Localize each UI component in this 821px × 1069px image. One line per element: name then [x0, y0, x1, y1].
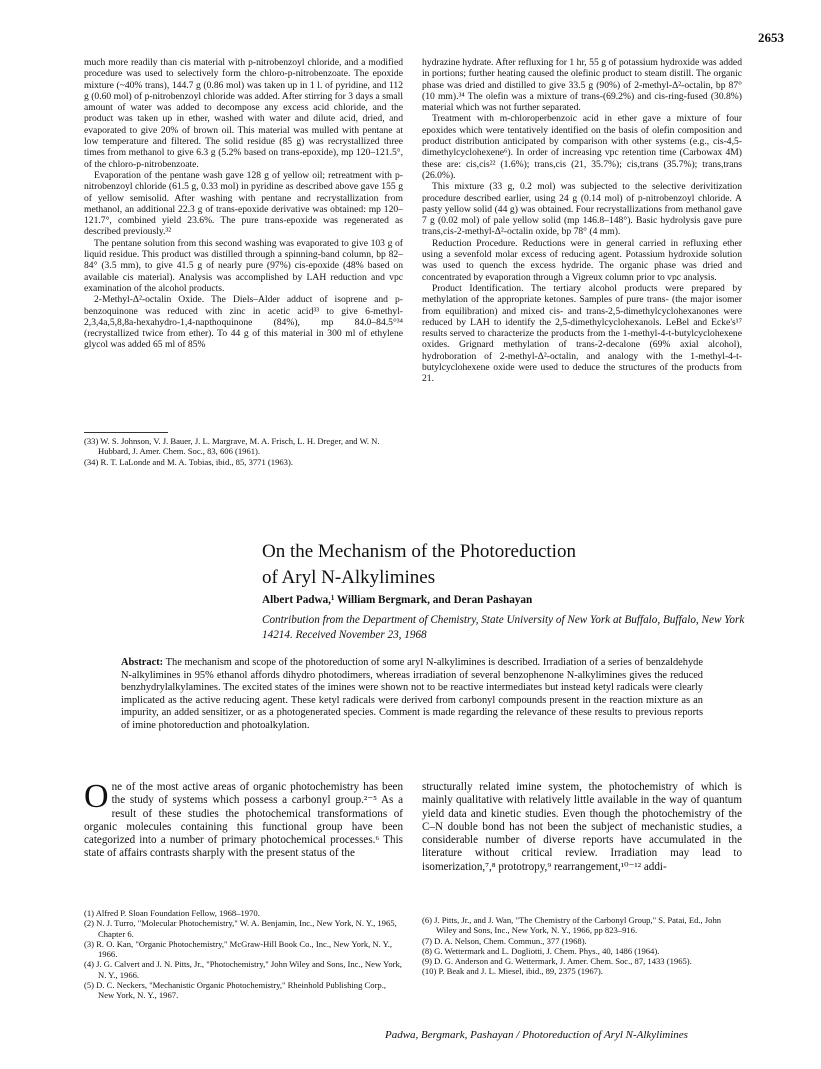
abstract — [121, 657, 703, 733]
reference: (9) D. G. Anderson and G. Wettermark, J. Amer. Chem. Soc., 87, 1433 (1965). — [422, 956, 692, 967]
abstract-label: Abstract: — [121, 657, 164, 668]
running-footer: Padwa, Bergmark, Pashayan / Photoreduction of Aryl N-Alkylimines — [385, 1029, 688, 1041]
experimental-right-column — [422, 57, 742, 385]
intro-right-column — [422, 781, 742, 874]
reference: (8) G. Wettermark and L. Dogliotti, J. Chem. Phys., 40, 1486 (1964). — [422, 945, 660, 956]
reference: (5) D. C. Neckers, "Mechanistic Organic Photochemistry," Rheinhold Publishing Corp., New York, N. Y., 1967. — [84, 980, 387, 1001]
reference: (7) D. A. Nelson, Chem. Commun., 377 (1968). — [422, 935, 587, 946]
intro-left-column — [84, 778, 403, 861]
reference: (2) N. J. Turro, "Molecular Photochemistry," W. A. Benjamin, Inc., New York, N. Y., 1965, Chapter 6. — [84, 918, 397, 939]
reference: (10) P. Beak and J. L. Miesel, ibid., 89, 2375 (1967). — [422, 966, 603, 977]
experimental-left-column — [84, 57, 403, 351]
intro-text: structurally related imine system, the photochemistry of which is mainly qualitative with relatively little available in the way of quantum yield data and kinetic studies. Even though the photochemistry of the C–N double bond has not been the subject of mechanistic studies, a considerable number of diverse reports have accumulated in the literature without critical review. Irradiation may lead to isomerization,⁷,⁸ prototropy,⁹ rearrangement,¹⁰⁻¹² addi- — [422, 781, 742, 873]
paragraph: Reduction Procedure. Reductions were in general carried in refluxing ether using a sevenfold molar excess of reducing agent. Potassium hydroxide solution was used to quench the excess hydride. The organic phase was dried and concentrated by evaporation through a Vigreux column prior to vpc analysis. — [422, 237, 742, 283]
paragraph: Evaporation of the pentane wash gave 128 g of yellow oil; retreatment with p-nitrobenzoyl chloride (61.5 g, 0.33 mol) in pyridine as described above gave 155 g of yellow semisolid. After washing with pentane and recrystallization from methanol, an additional 22.3 g of trans-epoxide derivative was obtained: mp 120–121.7°, combined yield 23.6%. The pure trans-epoxide was regenerated as described previously.³² — [84, 169, 403, 238]
page-number: 2653 — [758, 30, 784, 45]
footnote: (34) R. T. LaLonde and M. A. Tobias, ibid., 85, 3771 (1963). — [84, 456, 293, 467]
reference: (1) Alfred P. Sloan Foundation Fellow, 1968–1970. — [84, 908, 260, 918]
reference: (6) J. Pitts, Jr., and J. Wan, "The Chemistry of the Carbonyl Group," S. Patai, Ed., John Wiley and Sons, Inc., New York, N. Y., 1966, pp 823–916. — [422, 915, 722, 936]
paragraph: This mixture (33 g, 0.2 mol) was subjected to the selective derivitization procedure described earlier, using 24 g (0.14 mol) of p-nitrobenzoyl chloride. A pasty yellow solid (44 g) was obtained. Four recrystallizations from methanol gave 7 g (0.02 mol) of pale yellow solid (mp 146.8–148°). Basic hydrolysis gave pure trans,cis-2-methyl-Δ²-octalin oxide, bp 78° (4 mm). — [422, 181, 742, 238]
drop-cap: O — [84, 778, 109, 815]
title-line: On the Mechanism of the Photoreduction — [262, 541, 576, 562]
affiliation: Contribution from the Department of Chemistry, State University of New York at Buffalo, Buffalo, New York 14214. Received November 23, 1968 — [262, 614, 745, 641]
intro-text: ne of the most active areas of organic photochemistry has been the study of systems which possess a carbonyl group.²⁻⁵ As a result of these studies the photochemical transformations of organic molecules containing this functional group have been categorized into a number of primary photochemical processes.⁶ This state of affairs contrasts sharply with the present status of the — [84, 781, 403, 860]
paragraph: The pentane solution from this second washing was evaporated to give 103 g of liquid residue. This product was distilled through a spinning-band column, bp 82–84° (3.5 mm), to give 41.5 g of nearly pure (97%) cis-epoxide (48% based on available cis material). Analysis was accomplished by LAH reduction and vpc examination of the alcohol products. — [84, 237, 403, 294]
footnote: (33) W. S. Johnson, V. J. Bauer, J. L. Margrave, M. A. Frisch, L. H. Dreger, and W. N. Hubbard, J. Amer. Chem. Soc., 83, 606 (1961). — [84, 436, 380, 457]
title-line: of Aryl N-Alkylimines — [262, 567, 436, 588]
paragraph: Product Identification. The tertiary alcohol products were prepared by methylation of the appropriate ketones. Samples of pure trans- (the major isomer from equilibration) and mixed cis- and trans-2,5-dimethylcyclohexanones were reduced by LAH to identify the 2,5-dimethylcyclohexanols. LeBel and Ecke's¹⁷ results served to characterize the products from the 1-methyl-4-t-butylcyclohexene oxides. Grignard methylation of trans-2-decalone (69% axial alcohol), hydroboration of 2-methyl-Δ²-octalin, and analogy with the 1-methyl-4-t-butylcyclohexene oxide were used to deduce the structures of the products from 21. — [422, 282, 742, 385]
paragraph: 2-Methyl-Δ²-octalin Oxide. The Diels–Alder adduct of isoprene and p-benzoquinone was reduced with zinc in acetic acid³³ to give 6-methyl-2,3,4a,5,8,8a-hexahydro-1,4-napthoquinone (84%), mp 84.0–84.5°³⁴ (recrystallized twice from ether). To 44 g of this material in 300 ml of ethylene glycol was added 65 ml of 85% — [84, 294, 403, 351]
paragraph: Treatment with m-chloroperbenzoic acid in ether gave a mixture of four epoxides which were tentatively identified on the basis of olefin composition and product distribution anticipated by comparison with other systems (e.g., cis-4,5-dimethylcyclohexene⁶). In order of increasing vpc retention time (Carbowax 4M) these are: cis,cis²² (1.6%); trans,cis (21, 35.7%); cis,trans (35.7%); trans,trans (26.0%). — [422, 113, 742, 181]
footnote-rule — [84, 432, 168, 433]
reference: (3) R. O. Kan, "Organic Photochemistry," McGraw-Hill Book Co., Inc., New York, N. Y., 1966. — [84, 938, 393, 960]
paragraph: much more readily than cis material with p-nitrobenzoyl chloride, and a modified procedure was used to selectively form the chloro-p-nitrobenzoate. The epoxide mixture (~40% trans), 144.7 g (0.86 mol) was taken up in 1 l. of pyridine, and 112 g (0.60 mol) of p-nitrobenzoyl chloride was added. After stirring for 3 days a small amount of water was added to decompose any excess acid chloride, and the product was taken up in ether, washed with water and dilute acid, dried, and evaporated to give 20% of brown oil. This material was mulled with pentane at low temperature and filtered. The solid residue (85 g) was recrystallized three times from methanol to give 6.3 g (5.2% based on trans-epoxide), mp 120–121.5°, of the chloro-p-nitrobenzoate. — [84, 57, 403, 170]
authors: Albert Padwa,¹ William Bergmark, and Deran Pashayan — [262, 594, 533, 606]
article-title — [262, 539, 576, 591]
paragraph: hydrazine hydrate. After refluxing for 1 hr, 55 g of potassium hydroxide was added in portions; further heating caused the olefinic product to steam distill. The organic phase was dried and distilled to give 33.5 g (90%) of 2-methyl-Δ²-octalin, bp 87° (10 mm).³⁴ The olefin was a mixture of trans-(69.2%) and cis-ring-fused (30.8%) material which was not further separated. — [422, 57, 742, 114]
references-right — [422, 915, 742, 977]
abstract-text: The mechanism and scope of the photoreduction of some aryl N-alkylimines is described. Irradiation of a series of benzaldehyde N-alkylimines in 95% ethanol affords dihydro photodimers, whereas irradiation of several benzophenone N-alkylimines gives the reduced benzhydrylalkylamines. The excited states of the imines were shown not to be reactive intermediates but instead ketyl radicals were clearly implicated as the active reducing agent. These ketyl radicals were derived from carbonyl compounds present in the reaction mixture as an impurity, an added sensitizer, or as a photogenerated species. Comment is made regarding the relevance of these results to previous reports of imine photoreduction and photoalkylation. — [121, 657, 703, 731]
references-left — [84, 908, 403, 1001]
reference: (4) J. G. Calvert and J. N. Pitts, Jr., "Photochemistry," John Wiley and Sons, Inc., New York, N. Y., 1966. — [84, 959, 402, 980]
top-footnotes — [84, 436, 403, 467]
